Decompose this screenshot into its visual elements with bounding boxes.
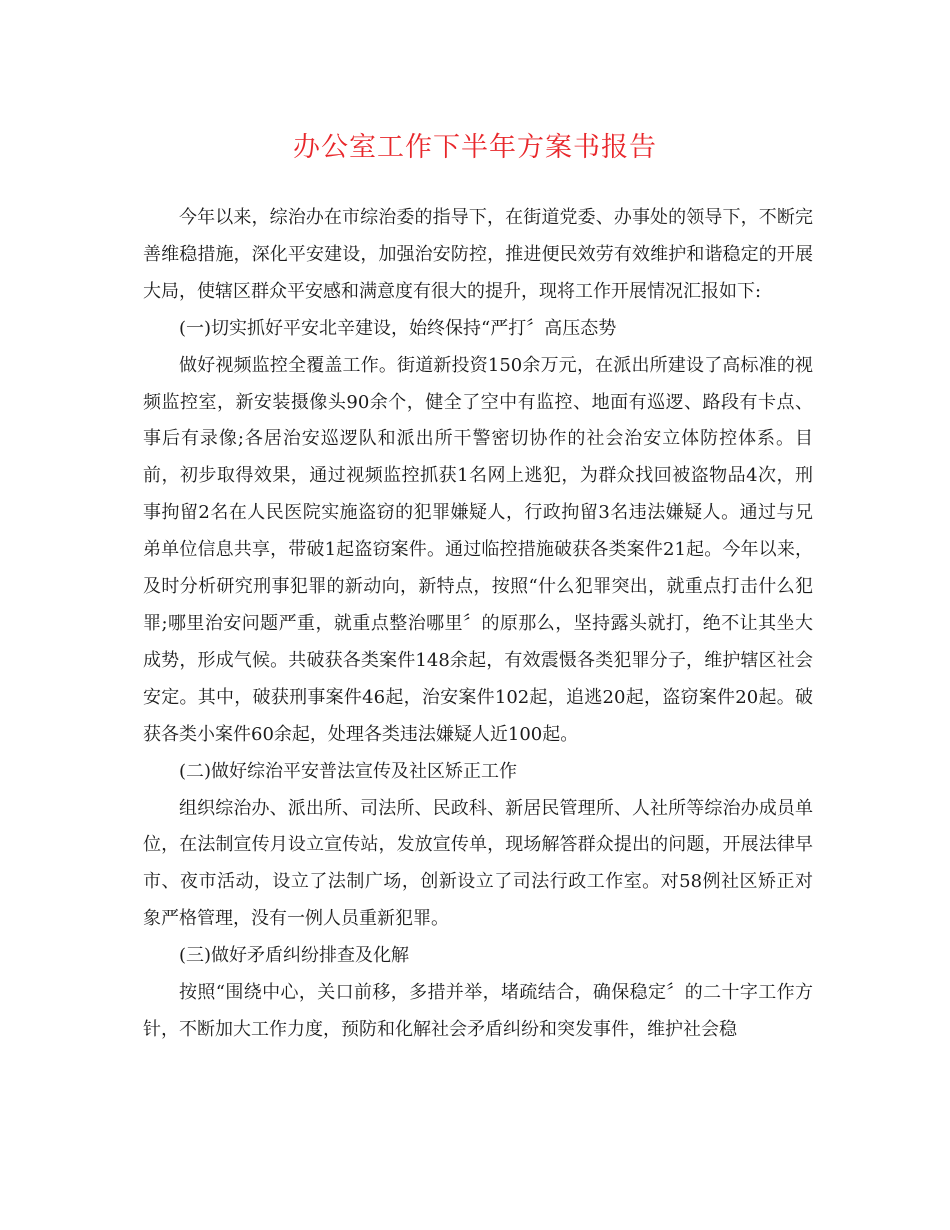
section-heading-2: (二)做好综治平安普法宣传及社区矫正工作 — [179, 760, 518, 782]
section-heading-1: (一)切实抓好平安北辛建设，始终保持“严打〞高压态势 — [179, 317, 617, 339]
section-2-paragraph: 组织综治办、派出所、司法所、民政科、新居民管理所、人社所等综治办成员单位，在法制宣传月设立宣传站，发放宣传单，现场解答群众提出的问题，开展法律早市、夜市活动，设立了法制广场，创新设立了司法行政工作室。对58例社区矫正对象严格管理，没有一例人员重新犯罪。 — [143, 797, 813, 930]
document-body — [143, 200, 813, 1049]
section-1-paragraph: 做好视频监控全覆盖工作。街道新投资150余万元，在派出所建设了高标准的视频监控室，新安装摄像头90余个，健全了空中有监控、地面有巡逻、路段有卡点、事后有录像;各居治安巡逻队和派出所干警密切协作的社会治安立体防控体系。目前，初步取得效果，通过视频监控抓获1名网上逃犯，为群众找回被盗物品4次，刑事拘留2名在人民医院实施盗窃的犯罪嫌疑人，行政拘留3名违法嫌疑人。通过与兄弟单位信息共享，带破1起盗窃案件。通过临控措施破获各类案件21起。今年以来，及时分析研究刑事犯罪的新动向，新特点，按照“什么犯罪突出，就重点打击什么犯罪;哪里治安问题严重，就重点整治哪里〞的原那么，坚持露头就打，绝不让其坐大成势，形成气候。共破获各类案件148余起，有效震慑各类犯罪分子，维护辖区社会安定。其中，破获刑事案件46起，治安案件102起，追逃20起，盗窃案件20起。破获各类小案件60余起，处理各类违法嫌疑人近100起。 — [143, 354, 813, 745]
intro-paragraph: 今年以来，综治办在市综治委的指导下，在街道党委、办事处的领导下，不断完善维稳措施，深化平安建设，加强治安防控，推进便民效劳有效维护和谐稳定的开展大局，使辖区群众平安感和满意度有很大的提升，现将工作开展情况汇报如下: — [143, 207, 813, 302]
document-title: 办公室工作下半年方案书报告 — [293, 132, 657, 163]
section-heading-3: (三)做好矛盾纠纷排查及化解 — [179, 945, 410, 967]
section-3-paragraph: 按照“围绕中心，关口前移，多措并举，堵疏结合，确保稳定〞的二十字工作方针，不断加大工作力度，预防和化解社会矛盾纠纷和突发事件，维护社会稳 — [143, 982, 813, 1040]
